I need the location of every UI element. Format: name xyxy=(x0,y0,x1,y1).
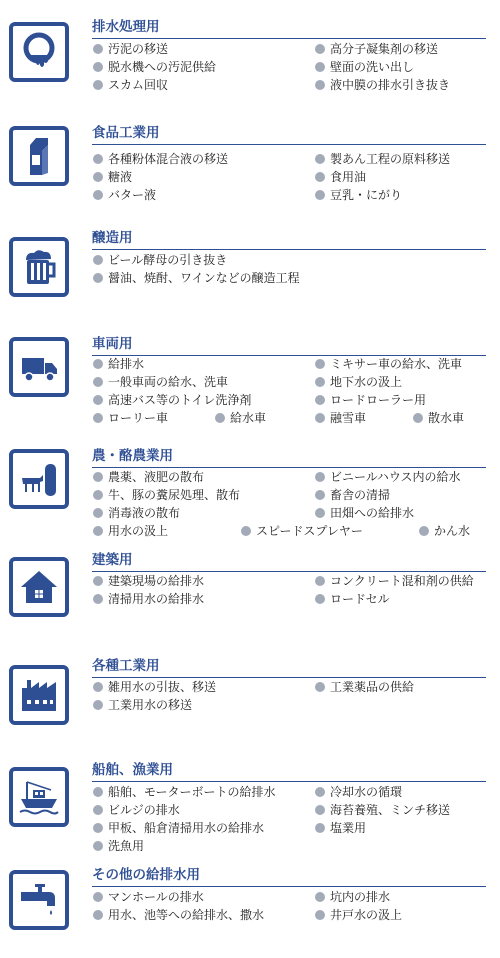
list-item: ロードローラー用 xyxy=(314,391,426,409)
list-item: 豆乳・にがり xyxy=(314,186,402,204)
divider xyxy=(92,781,486,782)
divider xyxy=(92,249,486,250)
list-item: 地下水の汲上 xyxy=(314,373,402,391)
beer-mug-icon xyxy=(9,237,69,297)
section-title: 建築用 xyxy=(92,552,133,568)
list-item: 一般車両の給水、洗車 xyxy=(92,373,228,391)
section-title: 醸造用 xyxy=(92,230,133,246)
list-item: 用水の汲上 xyxy=(92,522,168,540)
list-item: 給水車 xyxy=(214,409,266,427)
list-item: ビール酵母の引き抜き xyxy=(92,251,227,269)
list-item: 工業用水の移送 xyxy=(92,696,192,714)
list-item: 畜舎の清掃 xyxy=(314,486,390,504)
list-item: スカム回収 xyxy=(92,76,168,94)
section-title: 農・酪農業用 xyxy=(92,448,173,464)
list-item: バター液 xyxy=(92,186,156,204)
section-title: 車両用 xyxy=(92,336,133,352)
section-title: 排水処理用 xyxy=(92,19,160,35)
list-item: 製あん工程の原料移送 xyxy=(314,150,450,168)
section-title: 船舶、漁業用 xyxy=(92,762,173,778)
list-item: 醤油、焼酎、ワインなどの醸造工程 xyxy=(92,269,300,287)
list-item: 海苔養殖、ミンチ移送 xyxy=(314,801,450,819)
list-item: 田畑への給排水 xyxy=(314,504,414,522)
cow-silo-icon xyxy=(9,449,69,509)
list-item: 消毒液の散布 xyxy=(92,504,180,522)
ship-icon xyxy=(9,767,69,827)
list-item: ビニールハウス内の給水 xyxy=(314,468,461,486)
list-item: 各種粉体混合液の移送 xyxy=(92,150,228,168)
drainage-icon xyxy=(9,22,69,82)
list-item: 井戸水の汲上 xyxy=(314,906,402,924)
milk-carton-icon xyxy=(9,126,69,186)
list-item: 融雪車 xyxy=(314,409,366,427)
list-item: 用水、池等への給排水、撒水 xyxy=(92,906,264,924)
list-item: 牛、豚の糞尿処理、散布 xyxy=(92,486,240,504)
list-item: 壁面の洗い出し xyxy=(314,58,414,76)
divider xyxy=(92,886,486,887)
list-item: マンホールの排水 xyxy=(92,888,204,906)
list-item: 汚泥の移送 xyxy=(92,40,168,58)
list-item: 液中膜の排水引き抜き xyxy=(314,76,450,94)
list-item: 坑内の排水 xyxy=(314,888,390,906)
list-item: ロードセル xyxy=(314,590,390,608)
list-item: 甲板、船倉清掃用水の給排水 xyxy=(92,819,264,837)
list-item: コンクリート混和剤の供給 xyxy=(314,572,474,590)
section-title: 食品工業用 xyxy=(92,125,160,141)
list-item: ビルジの排水 xyxy=(92,801,180,819)
list-item: 清掃用水の給排水 xyxy=(92,590,204,608)
truck-icon xyxy=(9,337,69,397)
list-item: 散水車 xyxy=(412,409,464,427)
list-item: 建築現場の給排水 xyxy=(92,572,204,590)
list-item: 食用油 xyxy=(314,168,366,186)
list-item: 高速バス等のトイレ洗浄剤 xyxy=(92,391,251,409)
divider xyxy=(92,144,486,145)
list-item: スピードスプレヤー xyxy=(240,522,363,540)
list-item: 洗魚用 xyxy=(92,837,144,855)
list-item: ミキサー車の給水、洗車 xyxy=(314,355,462,373)
list-item: 工業薬品の供給 xyxy=(314,678,414,696)
section-title: 各種工業用 xyxy=(92,658,160,674)
house-icon xyxy=(9,557,69,617)
factory-icon xyxy=(9,665,69,725)
list-item: 脱水機への汚泥供給 xyxy=(92,58,216,76)
list-item: 高分子凝集剤の移送 xyxy=(314,40,438,58)
list-item: 冷却水の循環 xyxy=(314,783,402,801)
list-item: 給排水 xyxy=(92,355,144,373)
faucet-icon xyxy=(9,870,69,930)
list-item: ローリー車 xyxy=(92,409,168,427)
list-item: 雑用水の引抜、移送 xyxy=(92,678,216,696)
section-title: その他の給排水用 xyxy=(92,867,200,883)
list-item: 農薬、液肥の散布 xyxy=(92,468,204,486)
list-item: 塩業用 xyxy=(314,819,366,837)
list-item: 船舶、モーターボートの給排水 xyxy=(92,783,276,801)
list-item: かん水 xyxy=(418,522,470,540)
divider xyxy=(92,38,486,39)
list-item: 糖液 xyxy=(92,168,132,186)
